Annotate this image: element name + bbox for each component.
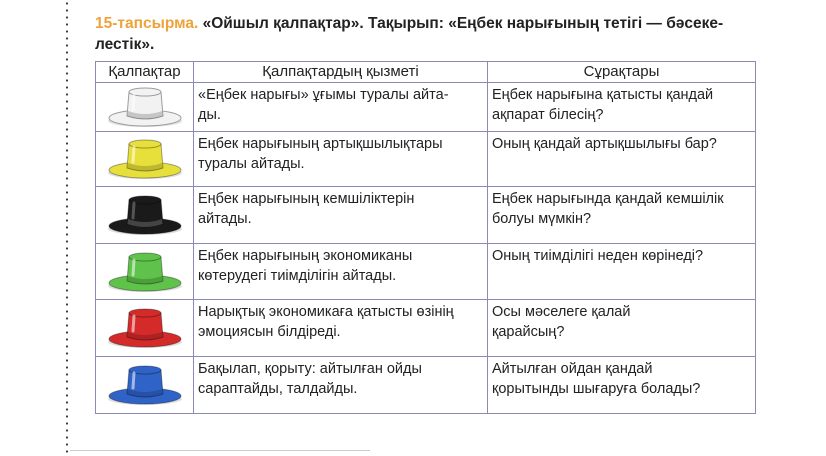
table-row: [96, 300, 756, 357]
header-hats: Қалпақтар: [96, 62, 194, 83]
red-hat-icon: [104, 306, 186, 350]
header-function: Қалпақтардың қызметі: [194, 62, 488, 83]
side-strip-left: [0, 0, 16, 456]
hat-cell: [96, 300, 194, 357]
table-row: [96, 187, 756, 244]
table-header-row: [96, 62, 756, 83]
side-strip-right: [809, 0, 825, 456]
function-cell: Еңбек нарығының кемшіліктерін айтады.: [194, 187, 488, 244]
table-row: [96, 244, 756, 300]
table-row: [96, 132, 756, 187]
question-cell: Оның тиімділігі неден көрінеді?: [488, 244, 756, 300]
question-cell: Еңбек нарығына қатысты қандай ақпарат білесің?: [488, 83, 756, 132]
function-cell: Бақылап, қорыту: айтылған ойды сараптайды, талдайды.: [194, 357, 488, 414]
function-cell: Нарықтық экономикаға қатысты өзінің эмоциясын білдіреді.: [194, 300, 488, 357]
function-cell: «Еңбек нарығы» ұғымы туралы айта- ды.: [194, 83, 488, 132]
hat-cell: [96, 244, 194, 300]
table-row: [96, 357, 756, 414]
hat-cell: [96, 187, 194, 244]
question-cell: Еңбек нарығында қандай кемшілік болуы мүмкін?: [488, 187, 756, 244]
question-cell: Айтылған ойдан қандай қорытынды шығаруға болады?: [488, 357, 756, 414]
function-cell: Еңбек нарығының экономиканы көтерудегі тиімділігін айтады.: [194, 244, 488, 300]
hat-cell: [96, 357, 194, 414]
question-cell: Осы мәселеге қалай қарайсың?: [488, 300, 756, 357]
function-cell: Еңбек нарығының артықшылықтары туралы айтады.: [194, 132, 488, 187]
task-label: -тапсырма.: [112, 15, 199, 32]
black-hat-icon: [104, 193, 186, 237]
hat-cell: [96, 132, 194, 187]
hat-cell: [96, 83, 194, 132]
bottom-divider: [70, 450, 370, 451]
hats-table: [95, 61, 756, 414]
question-cell: Оның қандай артықшылығы бар?: [488, 132, 756, 187]
task-text-line1: «Ойшыл қалпақтар». Тақырып: «Еңбек нарығының тетігі — бәсеке-: [198, 15, 724, 32]
task-heading: [95, 13, 755, 55]
task-number: 15: [95, 15, 113, 32]
task-text-line2: лестік».: [95, 36, 155, 53]
dotted-margin-line: [66, 0, 68, 456]
white-hat-icon: [104, 85, 186, 129]
yellow-hat-icon: [104, 137, 186, 181]
green-hat-icon: [104, 250, 186, 294]
table-row: [96, 83, 756, 132]
header-questions: Сұрақтары: [488, 62, 756, 83]
blue-hat-icon: [104, 363, 186, 407]
